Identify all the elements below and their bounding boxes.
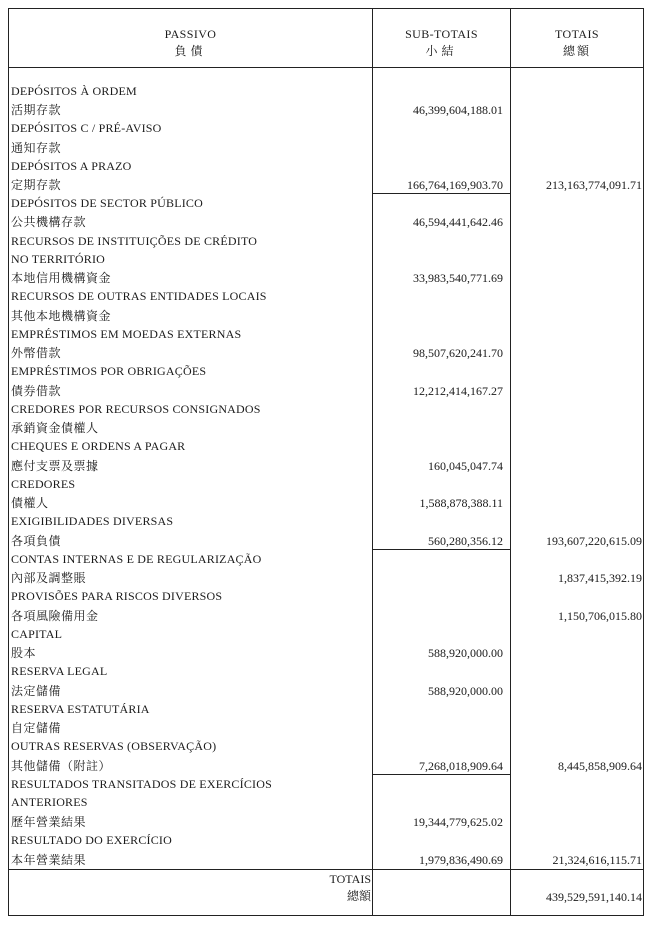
- row-subtotal: 1,588,878,388.11: [419, 496, 503, 510]
- frame-right-rule: [643, 8, 644, 916]
- row-subtotal: 46,399,604,188.01: [413, 103, 503, 117]
- row-total: 213,163,774,091.71: [546, 178, 642, 192]
- frame-left-rule: [8, 8, 9, 916]
- header-subtotais-zh: 小結: [425, 44, 458, 58]
- row-label-zh: 本地信用機構資金: [11, 271, 112, 285]
- row-label-zh: 活期存款: [11, 103, 62, 117]
- row-label-zh: 債權人: [11, 496, 49, 510]
- row-label-zh: 其他儲備（附註）: [11, 759, 112, 773]
- header-passivo-zh: 負債: [174, 44, 207, 58]
- row-label-zh: 各項負債: [11, 534, 62, 548]
- row-label-pt: DEPÓSITOS À ORDEM: [11, 84, 137, 98]
- subtotal-underline: [372, 549, 510, 550]
- row-label-pt: DEPÓSITOS A PRAZO: [11, 159, 132, 173]
- header-passivo: [9, 26, 372, 60]
- row-label-pt: CREDORES: [11, 477, 76, 491]
- row-total: 1,150,706,015.80: [558, 609, 642, 623]
- row-label-pt: EMPRÉSTIMOS EM MOEDAS EXTERNAS: [11, 327, 242, 341]
- row-label-pt: DEPÓSITOS DE SECTOR PÚBLICO: [11, 196, 203, 210]
- frame-divider-2: [510, 8, 511, 916]
- row-label-pt: EXIGIBILIDADES DIVERSAS: [11, 514, 174, 528]
- totals-rule: [8, 869, 644, 870]
- row-label-pt: EMPRÉSTIMOS POR OBRIGAÇÕES: [11, 364, 207, 378]
- grand-total-label-pt: TOTAIS: [329, 872, 371, 886]
- header-passivo-label: PASSIVO: [164, 27, 217, 41]
- frame-header-bottom-rule: [8, 67, 644, 68]
- row-label-zh: 歷年營業結果: [11, 815, 87, 829]
- header-totais-label: TOTAIS: [555, 27, 599, 41]
- row-label-pt: CREDORES POR RECURSOS CONSIGNADOS: [11, 402, 261, 416]
- row-label-pt-cont: ANTERIORES: [11, 795, 88, 809]
- row-label-zh: 應付支票及票據: [11, 459, 99, 473]
- row-subtotal: 166,764,169,903.70: [407, 178, 503, 192]
- row-subtotal: 7,268,018,909.64: [419, 759, 503, 773]
- row-label-zh: 外幣借款: [11, 346, 62, 360]
- row-label-pt: RECURSOS DE INSTITUIÇÕES DE CRÉDITO: [11, 234, 258, 248]
- header-totais-zh: 總額: [562, 44, 591, 58]
- row-label-zh: 股本: [11, 646, 37, 660]
- row-label-pt: OUTRAS RESERVAS (OBSERVAÇÃO): [11, 739, 217, 753]
- header-subtotais: [373, 26, 510, 60]
- row-label-pt: CHEQUES E ORDENS A PAGAR: [11, 439, 186, 453]
- row-label-pt: PROVISÕES PARA RISCOS DIVERSOS: [11, 589, 223, 603]
- frame-bottom-rule: [8, 915, 644, 916]
- header-totais: [511, 26, 643, 60]
- row-subtotal: 560,280,356.12: [428, 534, 503, 548]
- row-label-zh: 各項風險備用金: [11, 609, 99, 623]
- row-label-pt: RESERVA LEGAL: [11, 664, 108, 678]
- row-subtotal: 160,045,047.74: [428, 459, 503, 473]
- grand-total-label: [330, 871, 371, 905]
- row-total: 21,324,616,115.71: [552, 853, 642, 867]
- row-label-pt: RECURSOS DE OUTRAS ENTIDADES LOCAIS: [11, 289, 267, 303]
- subtotal-underline: [372, 774, 510, 775]
- row-label-pt: CAPITAL: [11, 627, 63, 641]
- grand-total-value: 439,529,591,140.14: [546, 890, 642, 904]
- grand-total-label-zh: 總額: [346, 889, 371, 903]
- row-label-zh: 債券借款: [11, 384, 62, 398]
- frame-top-rule: [8, 8, 644, 9]
- row-label-zh: 承銷資金債權人: [11, 421, 99, 435]
- row-total: 193,607,220,615.09: [546, 534, 642, 548]
- row-total: 1,837,415,392.19: [558, 571, 642, 585]
- row-label-zh: 公共機構存款: [11, 215, 87, 229]
- row-subtotal: 19,344,779,625.02: [413, 815, 503, 829]
- row-label-zh: 定期存款: [11, 178, 62, 192]
- row-subtotal: 1,979,836,490.69: [419, 853, 503, 867]
- row-subtotal: 98,507,620,241.70: [413, 346, 503, 360]
- row-subtotal: 33,983,540,771.69: [413, 271, 503, 285]
- row-label-zh: 法定儲備: [11, 684, 62, 698]
- row-label-pt: RESERVA ESTATUTÁRIA: [11, 702, 150, 716]
- row-label-zh: 本年營業結果: [11, 853, 87, 867]
- row-label-pt: DEPÓSITOS C / PRÉ-AVISO: [11, 121, 162, 135]
- row-subtotal: 46,594,441,642.46: [413, 215, 503, 229]
- row-subtotal: 588,920,000.00: [428, 684, 503, 698]
- row-total: 8,445,858,909.64: [558, 759, 642, 773]
- frame-divider-1: [372, 8, 373, 916]
- subtotal-underline: [372, 193, 510, 194]
- row-label-zh: 自定儲備: [11, 721, 62, 735]
- row-label-pt-cont: NO TERRITÓRIO: [11, 252, 106, 266]
- row-subtotal: 12,212,414,167.27: [413, 384, 503, 398]
- row-subtotal: 588,920,000.00: [428, 646, 503, 660]
- row-label-zh: 通知存款: [11, 141, 62, 155]
- row-label-pt: CONTAS INTERNAS E DE REGULARIZAÇÃO: [11, 552, 262, 566]
- row-label-pt: RESULTADO DO EXERCÍCIO: [11, 833, 172, 847]
- row-label-zh: 其他本地機構資金: [11, 309, 112, 323]
- header-subtotais-label: SUB-TOTAIS: [405, 27, 478, 41]
- row-label-zh: 內部及調整賬: [11, 571, 87, 585]
- row-label-pt: RESULTADOS TRANSITADOS DE EXERCÍCIOS: [11, 777, 272, 791]
